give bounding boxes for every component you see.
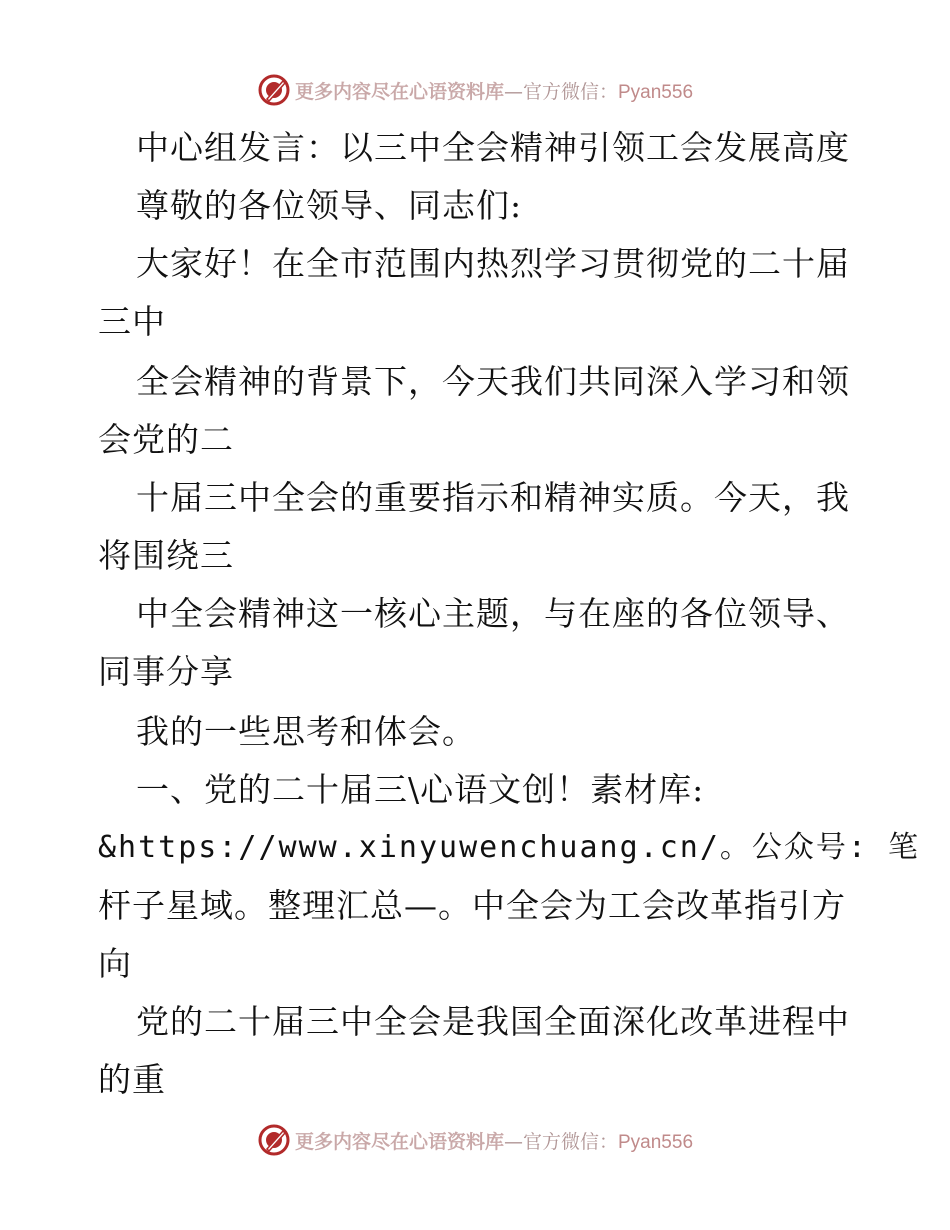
paragraph-line: 同事分享	[98, 652, 234, 691]
pen-logo-icon	[257, 1123, 291, 1157]
paragraph-line: &https://www.xinyuwenchuang.cn/。公众号: 笔	[98, 830, 921, 865]
paragraph-line: 全会精神的背景下，今天我们共同深入学习和领	[136, 362, 850, 401]
document-title: 中心组发言：以三中全会精神引领工会发展高度	[136, 128, 850, 167]
paragraph-line: 大家好！在全市范围内热烈学习贯彻党的二十届	[136, 244, 850, 283]
paragraph-line: 十届三中全会的重要指示和精神实质。今天，我	[136, 478, 850, 517]
paragraph-line: 党的二十届三中全会是我国全面深化改革进程中	[136, 1002, 850, 1041]
header-banner	[0, 70, 950, 110]
paragraph-line: 我的一些思考和体会。	[136, 712, 476, 751]
banner-text: 更多内容尽在心语资料库—官方微信：Pyan556	[294, 1130, 694, 1153]
paragraph-line: 将围绕三	[98, 536, 234, 575]
banner-text: 更多内容尽在心语资料库—官方微信：Pyan556	[294, 80, 694, 103]
paragraph-line: 会党的二	[98, 420, 234, 459]
paragraph-line: 中全会精神这一核心主题，与在座的各位领导、	[136, 594, 850, 633]
paragraph-line: 杆子星域。整理汇总—。中全会为工会改革指引方	[98, 886, 846, 925]
section-heading: 一、党的二十届三\心语文创！素材库:	[136, 770, 705, 809]
pen-logo-icon	[257, 73, 291, 107]
paragraph-line: 三中	[98, 302, 166, 341]
salutation: 尊敬的各位领导、同志们:	[136, 186, 523, 225]
footer-banner	[0, 1120, 950, 1160]
paragraph-line: 的重	[98, 1060, 166, 1099]
paragraph-line: 向	[98, 944, 132, 983]
